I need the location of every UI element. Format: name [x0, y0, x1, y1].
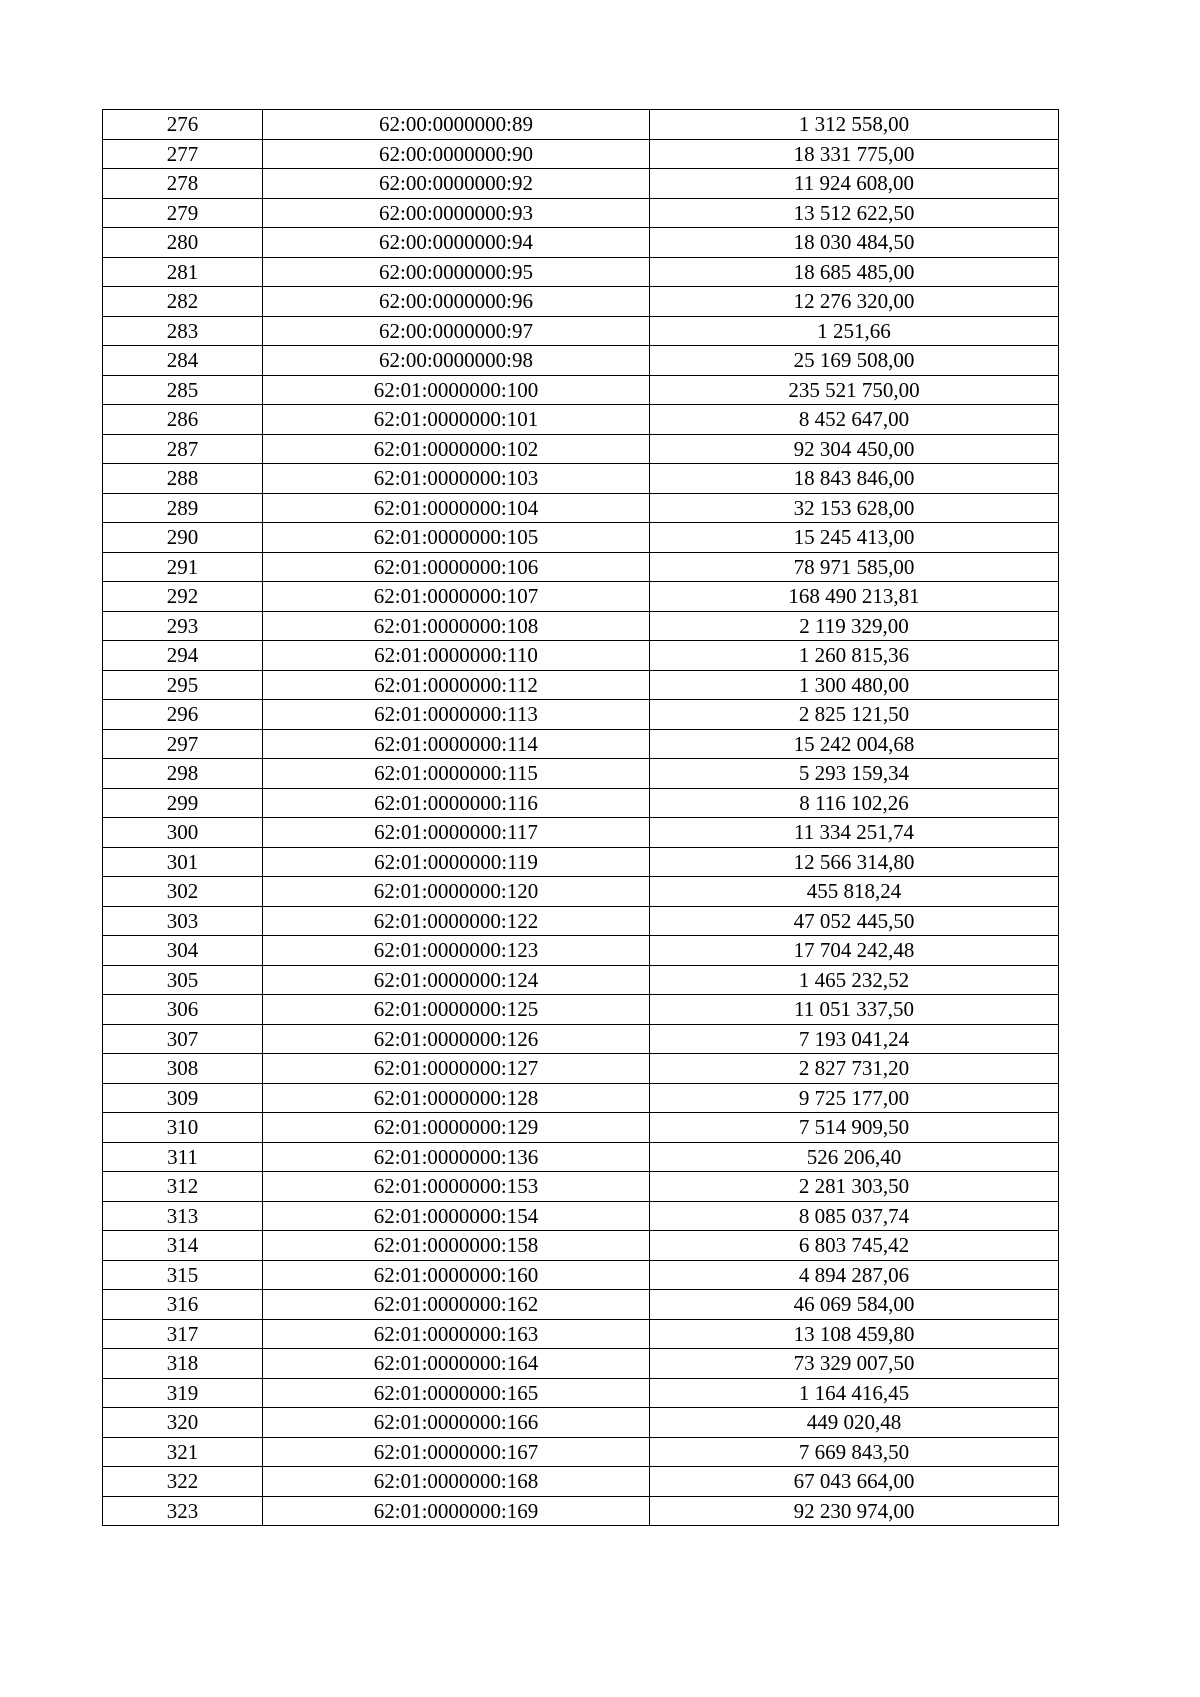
- table-row: [103, 169, 1059, 199]
- cadastral-number-cell: 62:01:0000000:117: [263, 818, 650, 848]
- cadastral-value-cell: 1 251,66: [650, 316, 1059, 346]
- table-row: [103, 965, 1059, 995]
- table-row: [103, 700, 1059, 730]
- cadastral-value-cell: 1 465 232,52: [650, 965, 1059, 995]
- table-row: [103, 818, 1059, 848]
- cadastral-number-cell: 62:01:0000000:124: [263, 965, 650, 995]
- cadastral-number-cell: 62:01:0000000:107: [263, 582, 650, 612]
- cadastral-value-cell: 2 119 329,00: [650, 611, 1059, 641]
- cadastral-number-cell: 62:01:0000000:108: [263, 611, 650, 641]
- cadastral-number-cell: 62:01:0000000:123: [263, 936, 650, 966]
- cadastral-number-cell: 62:01:0000000:103: [263, 464, 650, 494]
- cadastral-value-cell: 15 245 413,00: [650, 523, 1059, 553]
- row-number-cell: 295: [103, 670, 263, 700]
- row-number-cell: 300: [103, 818, 263, 848]
- table-row: [103, 523, 1059, 553]
- row-number-cell: 276: [103, 110, 263, 140]
- row-number-cell: 309: [103, 1083, 263, 1113]
- cadastral-value-cell: 7 193 041,24: [650, 1024, 1059, 1054]
- cadastral-value-cell: 18 843 846,00: [650, 464, 1059, 494]
- row-number-cell: 303: [103, 906, 263, 936]
- cadastral-value-cell: 5 293 159,34: [650, 759, 1059, 789]
- cadastral-value-cell: 1 312 558,00: [650, 110, 1059, 140]
- cadastral-value-table: [102, 109, 1059, 1526]
- cadastral-value-cell: 6 803 745,42: [650, 1231, 1059, 1261]
- row-number-cell: 286: [103, 405, 263, 435]
- cadastral-value-cell: 73 329 007,50: [650, 1349, 1059, 1379]
- table-row: [103, 641, 1059, 671]
- cadastral-value-cell: 18 331 775,00: [650, 139, 1059, 169]
- cadastral-number-cell: 62:00:0000000:92: [263, 169, 650, 199]
- row-number-cell: 318: [103, 1349, 263, 1379]
- cadastral-value-cell: 11 051 337,50: [650, 995, 1059, 1025]
- row-number-cell: 311: [103, 1142, 263, 1172]
- cadastral-number-cell: 62:00:0000000:90: [263, 139, 650, 169]
- table-row: [103, 1260, 1059, 1290]
- table-row: [103, 1467, 1059, 1497]
- row-number-cell: 315: [103, 1260, 263, 1290]
- cadastral-value-cell: 92 304 450,00: [650, 434, 1059, 464]
- cadastral-number-cell: 62:00:0000000:97: [263, 316, 650, 346]
- cadastral-number-cell: 62:01:0000000:127: [263, 1054, 650, 1084]
- row-number-cell: 283: [103, 316, 263, 346]
- row-number-cell: 304: [103, 936, 263, 966]
- cadastral-value-cell: 17 704 242,48: [650, 936, 1059, 966]
- table-row: [103, 110, 1059, 140]
- cadastral-value-cell: 46 069 584,00: [650, 1290, 1059, 1320]
- cadastral-number-cell: 62:01:0000000:120: [263, 877, 650, 907]
- cadastral-number-cell: 62:01:0000000:166: [263, 1408, 650, 1438]
- cadastral-value-cell: 526 206,40: [650, 1142, 1059, 1172]
- table-row: [103, 552, 1059, 582]
- table-row: [103, 877, 1059, 907]
- row-number-cell: 301: [103, 847, 263, 877]
- table-row: [103, 464, 1059, 494]
- cadastral-value-cell: 32 153 628,00: [650, 493, 1059, 523]
- row-number-cell: 310: [103, 1113, 263, 1143]
- table-row: [103, 1201, 1059, 1231]
- cadastral-number-cell: 62:01:0000000:169: [263, 1496, 650, 1526]
- cadastral-number-cell: 62:01:0000000:110: [263, 641, 650, 671]
- cadastral-number-cell: 62:01:0000000:126: [263, 1024, 650, 1054]
- cadastral-number-cell: 62:01:0000000:164: [263, 1349, 650, 1379]
- table-row: [103, 493, 1059, 523]
- row-number-cell: 321: [103, 1437, 263, 1467]
- cadastral-value-cell: 8 452 647,00: [650, 405, 1059, 435]
- row-number-cell: 278: [103, 169, 263, 199]
- table-row: [103, 405, 1059, 435]
- row-number-cell: 287: [103, 434, 263, 464]
- table-row: [103, 1024, 1059, 1054]
- table-row: [103, 1496, 1059, 1526]
- cadastral-number-cell: 62:01:0000000:128: [263, 1083, 650, 1113]
- row-number-cell: 282: [103, 287, 263, 317]
- cadastral-value-cell: 13 512 622,50: [650, 198, 1059, 228]
- cadastral-number-cell: 62:01:0000000:104: [263, 493, 650, 523]
- row-number-cell: 320: [103, 1408, 263, 1438]
- table-row: [103, 257, 1059, 287]
- row-number-cell: 296: [103, 700, 263, 730]
- row-number-cell: 288: [103, 464, 263, 494]
- cadastral-number-cell: 62:01:0000000:158: [263, 1231, 650, 1261]
- table-row: [103, 1290, 1059, 1320]
- table-row: [103, 995, 1059, 1025]
- cadastral-number-cell: 62:01:0000000:153: [263, 1172, 650, 1202]
- row-number-cell: 293: [103, 611, 263, 641]
- table-row: [103, 1378, 1059, 1408]
- cadastral-value-cell: 4 894 287,06: [650, 1260, 1059, 1290]
- row-number-cell: 307: [103, 1024, 263, 1054]
- table-row: [103, 1142, 1059, 1172]
- row-number-cell: 319: [103, 1378, 263, 1408]
- cadastral-value-cell: 13 108 459,80: [650, 1319, 1059, 1349]
- cadastral-value-cell: 2 827 731,20: [650, 1054, 1059, 1084]
- row-number-cell: 291: [103, 552, 263, 582]
- row-number-cell: 281: [103, 257, 263, 287]
- cadastral-number-cell: 62:01:0000000:119: [263, 847, 650, 877]
- cadastral-value-cell: 7 669 843,50: [650, 1437, 1059, 1467]
- table-row: [103, 316, 1059, 346]
- row-number-cell: 285: [103, 375, 263, 405]
- cadastral-value-cell: 1 300 480,00: [650, 670, 1059, 700]
- cadastral-number-cell: 62:01:0000000:125: [263, 995, 650, 1025]
- cadastral-number-cell: 62:01:0000000:154: [263, 1201, 650, 1231]
- row-number-cell: 294: [103, 641, 263, 671]
- table-row: [103, 1054, 1059, 1084]
- cadastral-number-cell: 62:01:0000000:114: [263, 729, 650, 759]
- cadastral-value-cell: 2 281 303,50: [650, 1172, 1059, 1202]
- table-row: [103, 1408, 1059, 1438]
- cadastral-value-cell: 11 924 608,00: [650, 169, 1059, 199]
- cadastral-number-cell: 62:01:0000000:102: [263, 434, 650, 464]
- cadastral-value-cell: 25 169 508,00: [650, 346, 1059, 376]
- row-number-cell: 314: [103, 1231, 263, 1261]
- cadastral-value-cell: 18 685 485,00: [650, 257, 1059, 287]
- row-number-cell: 292: [103, 582, 263, 612]
- table-row: [103, 1319, 1059, 1349]
- row-number-cell: 290: [103, 523, 263, 553]
- row-number-cell: 317: [103, 1319, 263, 1349]
- row-number-cell: 305: [103, 965, 263, 995]
- cadastral-value-cell: 235 521 750,00: [650, 375, 1059, 405]
- row-number-cell: 302: [103, 877, 263, 907]
- cadastral-value-cell: 1 164 416,45: [650, 1378, 1059, 1408]
- cadastral-number-cell: 62:01:0000000:129: [263, 1113, 650, 1143]
- row-number-cell: 297: [103, 729, 263, 759]
- row-number-cell: 316: [103, 1290, 263, 1320]
- cadastral-number-cell: 62:00:0000000:93: [263, 198, 650, 228]
- table-row: [103, 198, 1059, 228]
- row-number-cell: 313: [103, 1201, 263, 1231]
- table-row: [103, 936, 1059, 966]
- table-row: [103, 139, 1059, 169]
- table-row: [103, 228, 1059, 258]
- row-number-cell: 284: [103, 346, 263, 376]
- cadastral-number-cell: 62:00:0000000:89: [263, 110, 650, 140]
- cadastral-number-cell: 62:01:0000000:163: [263, 1319, 650, 1349]
- cadastral-value-cell: 67 043 664,00: [650, 1467, 1059, 1497]
- cadastral-value-cell: 8 085 037,74: [650, 1201, 1059, 1231]
- row-number-cell: 322: [103, 1467, 263, 1497]
- table-row: [103, 1113, 1059, 1143]
- table-row: [103, 1172, 1059, 1202]
- cadastral-value-cell: 449 020,48: [650, 1408, 1059, 1438]
- cadastral-value-cell: 168 490 213,81: [650, 582, 1059, 612]
- table-row: [103, 1231, 1059, 1261]
- table-row: [103, 788, 1059, 818]
- cadastral-number-cell: 62:01:0000000:136: [263, 1142, 650, 1172]
- cadastral-number-cell: 62:01:0000000:115: [263, 759, 650, 789]
- cadastral-value-cell: 47 052 445,50: [650, 906, 1059, 936]
- cadastral-number-cell: 62:01:0000000:112: [263, 670, 650, 700]
- cadastral-number-cell: 62:01:0000000:162: [263, 1290, 650, 1320]
- cadastral-value-cell: 1 260 815,36: [650, 641, 1059, 671]
- row-number-cell: 299: [103, 788, 263, 818]
- cadastral-number-cell: 62:01:0000000:113: [263, 700, 650, 730]
- row-number-cell: 279: [103, 198, 263, 228]
- cadastral-number-cell: 62:01:0000000:100: [263, 375, 650, 405]
- cadastral-number-cell: 62:01:0000000:101: [263, 405, 650, 435]
- table-row: [103, 906, 1059, 936]
- cadastral-value-cell: 11 334 251,74: [650, 818, 1059, 848]
- table-row: [103, 759, 1059, 789]
- cadastral-number-cell: 62:01:0000000:105: [263, 523, 650, 553]
- table-row: [103, 287, 1059, 317]
- row-number-cell: 323: [103, 1496, 263, 1526]
- cadastral-number-cell: 62:01:0000000:165: [263, 1378, 650, 1408]
- row-number-cell: 277: [103, 139, 263, 169]
- table-body: [103, 110, 1059, 1526]
- table-row: [103, 1437, 1059, 1467]
- row-number-cell: 308: [103, 1054, 263, 1084]
- cadastral-value-cell: 7 514 909,50: [650, 1113, 1059, 1143]
- row-number-cell: 306: [103, 995, 263, 1025]
- cadastral-number-cell: 62:01:0000000:122: [263, 906, 650, 936]
- table-row: [103, 346, 1059, 376]
- cadastral-number-cell: 62:01:0000000:168: [263, 1467, 650, 1497]
- cadastral-number-cell: 62:00:0000000:94: [263, 228, 650, 258]
- cadastral-number-cell: 62:00:0000000:96: [263, 287, 650, 317]
- row-number-cell: 280: [103, 228, 263, 258]
- cadastral-value-cell: 15 242 004,68: [650, 729, 1059, 759]
- table-row: [103, 375, 1059, 405]
- cadastral-value-cell: 8 116 102,26: [650, 788, 1059, 818]
- table-row: [103, 1083, 1059, 1113]
- cadastral-number-cell: 62:01:0000000:116: [263, 788, 650, 818]
- table-row: [103, 611, 1059, 641]
- table-row: [103, 847, 1059, 877]
- table-row: [103, 729, 1059, 759]
- cadastral-value-cell: 92 230 974,00: [650, 1496, 1059, 1526]
- table-row: [103, 582, 1059, 612]
- row-number-cell: 312: [103, 1172, 263, 1202]
- cadastral-value-cell: 12 566 314,80: [650, 847, 1059, 877]
- cadastral-number-cell: 62:01:0000000:160: [263, 1260, 650, 1290]
- cadastral-number-cell: 62:01:0000000:167: [263, 1437, 650, 1467]
- cadastral-number-cell: 62:00:0000000:98: [263, 346, 650, 376]
- cadastral-value-cell: 12 276 320,00: [650, 287, 1059, 317]
- cadastral-number-cell: 62:00:0000000:95: [263, 257, 650, 287]
- table-row: [103, 1349, 1059, 1379]
- cadastral-value-cell: 78 971 585,00: [650, 552, 1059, 582]
- cadastral-number-cell: 62:01:0000000:106: [263, 552, 650, 582]
- row-number-cell: 289: [103, 493, 263, 523]
- cadastral-value-cell: 9 725 177,00: [650, 1083, 1059, 1113]
- table-row: [103, 670, 1059, 700]
- cadastral-value-cell: 18 030 484,50: [650, 228, 1059, 258]
- row-number-cell: 298: [103, 759, 263, 789]
- cadastral-value-cell: 455 818,24: [650, 877, 1059, 907]
- table-row: [103, 434, 1059, 464]
- cadastral-value-cell: 2 825 121,50: [650, 700, 1059, 730]
